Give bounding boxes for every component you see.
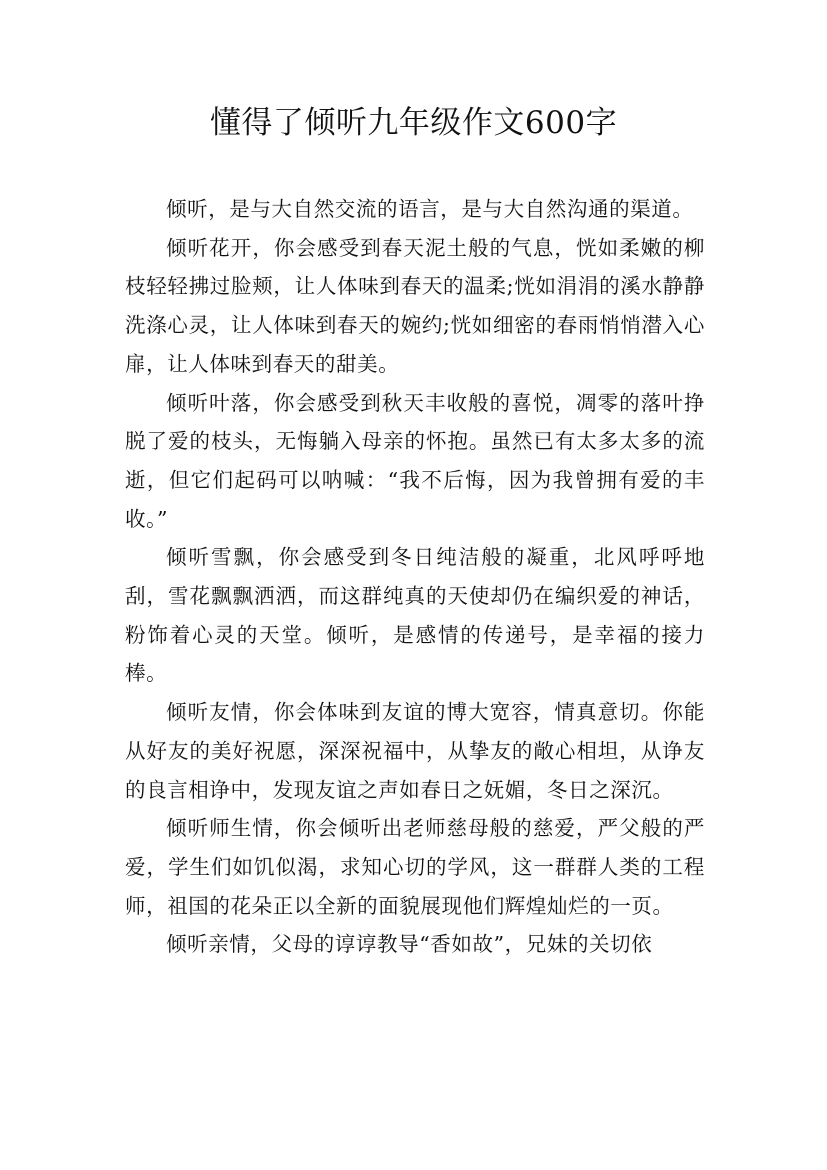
paragraph: 倾听师生情，你会倾听出老师慈母般的慈爱，严父般的严爱，学生们如饥似渴，求知心切的学风，这一群群人类的工程师，祖国的花朵正以全新的面貌展现他们辉煌灿烂的一页。 bbox=[125, 816, 705, 918]
paragraph: 倾听叶落，你会感受到秋天丰收般的喜悦，凋零的落叶挣脱了爱的枝头，无悔躺入母亲的怀抱。虽然已有太多太多的流逝，但它们起码可以呐喊：“我不后悔，因为我曾拥有爱的丰收。” bbox=[125, 390, 705, 531]
paragraph: 倾听友情，你会体味到友谊的博大宽容，情真意切。你能从好友的美好祝愿，深深祝福中，从挚友的敞心相坦，从诤友的良言相诤中，发现友谊之声如春日之妩媚，冬日之深沉。 bbox=[125, 700, 705, 802]
document-title: 懂得了倾听九年级作文600字 bbox=[209, 105, 618, 141]
paragraph: 倾听花开，你会感受到春天泥土般的气息，恍如柔嫩的柳枝轻轻拂过脸颊，让人体味到春天的温柔;恍如涓涓的溪水静静洗涤心灵，让人体味到春天的婉约;恍如细密的春雨悄悄潜入心扉，让人体味到春天的甜美。 bbox=[125, 235, 705, 376]
paragraph: 倾听，是与大自然交流的语言，是与大自然沟通的渠道。 bbox=[166, 197, 694, 221]
paragraph: 倾听亲情，父母的谆谆教导“香如故”，兄妹的关切依 bbox=[166, 932, 653, 957]
paragraph: 倾听雪飘，你会感受到冬日纯洁般的凝重，北风呼呼地刮，雪花飘飘洒洒，而这群纯真的天使却仍在编织爱的神话，粉饰着心灵的天堂。倾听，是感情的传递号，是幸福的接力棒。 bbox=[125, 545, 705, 686]
document-body bbox=[125, 190, 705, 964]
